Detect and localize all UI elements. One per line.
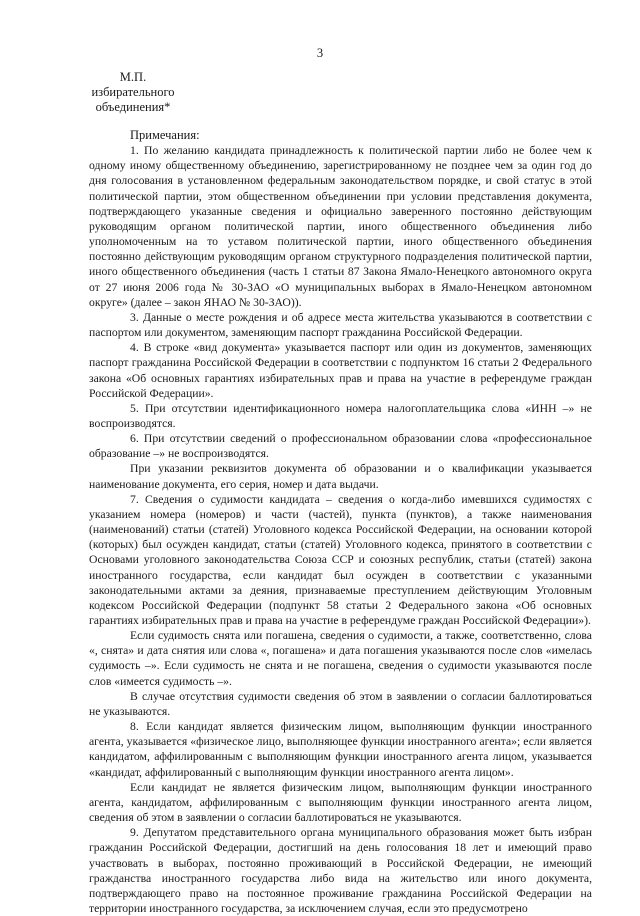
note-3: 3. Данные о месте рождения и об адресе места жительства указываются в соответствии с паспортом или документом, заменяющим паспорт гражданина Российской Федерации.	[89, 310, 592, 340]
note-8: 8. Если кандидат является физическим лицом, выполняющим функции иностранного агента, указывается «физическое лицо, выполняющее функции иностранного агента»; если является кандидатом, аффилированным с выполняющим функции иностранного агента лицом, указывается «кандидат, аффилированный с выполняющим функции иностранного агента лицом».	[89, 720, 592, 779]
note-6: 6. При отсутствии сведений о профессиональном образовании слова «профессиональное образование –» не воспроизводятся.	[89, 432, 592, 461]
page-number: 3	[316, 46, 324, 60]
notes-section	[89, 128, 592, 916]
stamp-line-mp: М.П.	[119, 70, 147, 84]
note-4: 4. В строке «вид документа» указывается паспорт или один из документов, заменяющих паспорт гражданина Российской Федерации в соответствии с подпунктом 16 статьи 2 Федерального закона «Об основных гарантиях избирательных прав и права на участие в референдуме граждан Российской Федерации».	[89, 341, 592, 400]
note-6-education-details: При указании реквизитов документа об образовании и о квалификации указывается наименование документа, его серия, номер и дата выдачи.	[89, 462, 592, 491]
notes-heading: Примечания:	[130, 128, 200, 142]
note-7: 7. Сведения о судимости кандидата – сведения о когда-либо имевшихся судимостях с указанием номера (номеров) и части (частей), пункта (пунктов), а также наименования (наименований) статьи (статей) Уголовного кодекса Российской Федерации, на основании которой (которых) был осужден кандидат, статьи (статей) Уголовного кодекса, принятого в соответствии с Основами уголовного законодательства Союза ССР и союзных республик, статьи (статей) закона иностранного государства, если кандидат был осужден в соответствии с указанными законодательными актами за деяния, признаваемые преступлением действующим Уголовным кодексом Российской Федерации (подпункт 58 статьи 2 Федерального закона «Об основных гарантиях избирательных прав и права на участие в референдуме граждан Российской Федерации»).	[89, 492, 592, 627]
note-8-not-agent: Если кандидат не является физическим лицом, выполняющим функции иностранного агента, кандидатом, аффилированным с выполняющим функции иностранного агента лицом, сведения об этом в заявлении о согласии баллотироваться не указываются.	[89, 780, 592, 825]
note-7-no-conviction: В случае отсутствия судимости сведения об этом в заявлении о согласии баллотироваться не указываются.	[89, 689, 592, 718]
stamp-block	[78, 70, 188, 115]
note-1: 1. По желанию кандидата принадлежность к политической партии либо не более чем к одному иному общественному объединению, зарегистрированному не позднее чем за один год до дня голосования в установленном федеральным законодательством порядке, и свой статус в этой политической партии, этом общественном объединении при условии представления документа, подтверждающего указанные сведения и официально заверенного постоянно действующим руководящим органом политической партии, иного общественного объединения либо уполномоченным на то уставом политической партии, иного общественного объединения постоянно действующим руководящим органом структурного подразделения политической партии, иного общественного объединения (часть 1 статьи 87 Закона Ямало-Ненецкого автономного округа от 27 июня 2006 года № 30-ЗАО «О муниципальных выборах в Ямало-Ненецком автономном округе» (далее – закон ЯНАО № 30-ЗАО)).	[89, 144, 592, 309]
stamp-line-electoral: избирательного	[91, 85, 175, 99]
stamp-line-association: объединения*	[95, 100, 171, 114]
note-5: 5. При отсутствии идентификационного номера налогоплательщика слова «ИНН –» не воспроизводятся.	[89, 401, 592, 430]
note-7-removed-conviction: Если судимость снята или погашена, сведения о судимости, а также, соответственно, слова «, снята» и дата снятия или слова «, погашена» и дата погашения указываются после слов «имелась судимость –». Если судимость не снята и не погашена, сведения о судимости указываются после слов «имеется судимость –».	[89, 629, 592, 688]
note-9: 9. Депутатом представительного органа муниципального образования может быть избран гражданин Российской Федерации, достигший на день голосования 18 лет и имеющий право участвовать в выборах, постоянно проживающий в Российской Федерации, не имеющий гражданства иностранного государства либо вида на жительство или иного документа, подтверждающего право на постоянное проживание гражданина Российской Федерации на территории иностранного государства, за исключением случая, если это предусмотрено	[89, 826, 592, 915]
